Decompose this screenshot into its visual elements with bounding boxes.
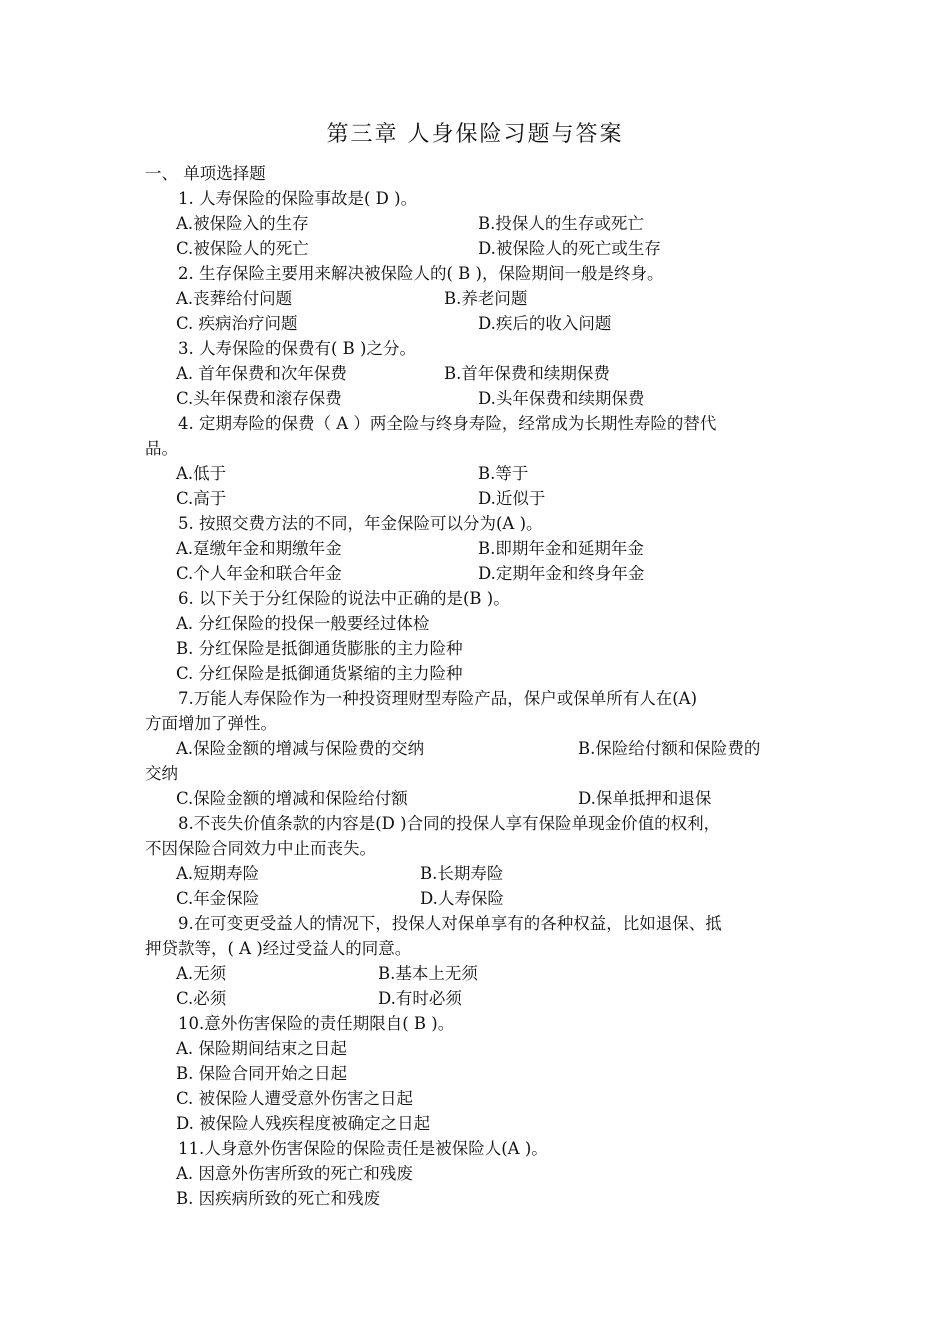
option-11a: A. 因意外伤害所致的死亡和残废	[176, 1164, 413, 1183]
option-8b: B.长期寿险	[420, 864, 504, 883]
option-6c: C. 分红保险是抵御通货紧缩的主力险种	[176, 664, 463, 683]
option-4b: B.等于	[478, 464, 529, 483]
question-5: 5. 按照交费方法的不同，年金保险可以分为(A )。	[178, 514, 543, 533]
option-9d: D.有时必须	[378, 989, 462, 1008]
page-title: 第三章 人身保险习题与答案	[326, 122, 624, 147]
option-2b: B.养老问题	[444, 289, 528, 308]
option-5b: B.即期年金和延期年金	[478, 539, 644, 558]
question-8: 8.不丧失价值条款的内容是(D )合同的投保人享有保险单现金价值的权利，	[178, 814, 721, 833]
option-3b: B.首年保费和续期保费	[444, 364, 610, 383]
option-1a: A.被保险入的生存	[176, 214, 309, 233]
option-3c: C.头年保费和滚存保费	[176, 389, 342, 408]
option-10c: C. 被保险人遭受意外伤害之日起	[176, 1089, 414, 1108]
option-4a: A.低于	[176, 464, 227, 483]
option-8c: C.年金保险	[176, 889, 260, 908]
option-8a: A.短期寿险	[176, 864, 260, 883]
option-10b: B. 保险合同开始之日起	[176, 1064, 348, 1083]
option-3a: A. 首年保费和次年保费	[176, 364, 347, 383]
option-3d: D.头年保费和续期保费	[478, 389, 645, 408]
option-1b: B.投保人的生存或死亡	[478, 214, 644, 233]
option-5a: A.趸缴年金和期缴年金	[176, 539, 342, 558]
question-8-cont: 不因保险合同效力中止而丧失。	[145, 839, 376, 858]
option-2d: D.疾后的收入问题	[478, 314, 612, 333]
option-2c: C. 疾病治疗问题	[176, 314, 298, 333]
option-1c: C.被保险人的死亡	[176, 239, 309, 258]
question-9-cont: 押贷款等，( A )经过受益人的同意。	[145, 939, 412, 958]
option-4c: C.高于	[176, 489, 227, 508]
option-11b: B. 因疾病所致的死亡和残废	[176, 1189, 381, 1208]
option-5d: D.定期年金和终身年金	[478, 564, 645, 583]
option-4d: D.近似于	[478, 489, 546, 508]
question-2: 2. 生存保险主要用来解决被保险人的( B )，保险期间一般是终身。	[178, 264, 664, 283]
option-7a: A.保险金额的增减与保险费的交纳	[176, 739, 425, 758]
question-4: 4. 定期寿险的保费（ A ）两全险与终身寿险，经常成为长期性寿险的替代	[178, 414, 717, 433]
option-10d: D. 被保险人残疾程度被确定之日起	[176, 1114, 431, 1133]
question-3: 3. 人寿保险的保费有( B )之分。	[178, 339, 416, 358]
question-4-cont: 品。	[145, 439, 178, 458]
option-8d: D.人寿保险	[420, 889, 504, 908]
option-7c: C.保险金额的增减和保险给付额	[176, 789, 408, 808]
option-9c: C.必须	[176, 989, 227, 1008]
question-1: 1. 人寿保险的保险事故是( D )。	[178, 189, 418, 208]
option-9a: A.无须	[176, 964, 227, 983]
question-11: 11.人身意外伤害保险的保险责任是被保险人(A )。	[178, 1139, 548, 1158]
option-6a: A. 分红保险的投保一般要经过体检	[176, 614, 430, 633]
option-6b: B. 分红保险是抵御通货膨胀的主力险种	[176, 639, 463, 658]
question-7-cont: 方面增加了弹性。	[145, 714, 277, 733]
section-heading: 一、 单项选择题	[145, 164, 266, 183]
question-9: 9.在可变更受益人的情况下，投保人对保单享有的各种权益，比如退保、抵	[178, 914, 722, 933]
option-1d: D.被保险人的死亡或生存	[478, 239, 661, 258]
question-6: 6. 以下关于分红保险的说法中正确的是(B )。	[178, 589, 510, 608]
option-2a: A.丧葬给付问题	[176, 289, 293, 308]
question-10: 10.意外伤害保险的责任期限自( B )。	[178, 1014, 455, 1033]
option-7b-cont: 交纳	[145, 764, 178, 783]
option-9b: B.基本上无须	[378, 964, 478, 983]
option-10a: A. 保险期间结束之日起	[176, 1039, 347, 1058]
option-7b: B.保险给付额和保险费的	[578, 739, 761, 758]
option-5c: C.个人年金和联合年金	[176, 564, 342, 583]
option-7d: D.保单抵押和退保	[578, 789, 712, 808]
question-7: 7.万能人寿保险作为一种投资理财型寿险产品，保户或保单所有人在(A)	[178, 689, 698, 708]
